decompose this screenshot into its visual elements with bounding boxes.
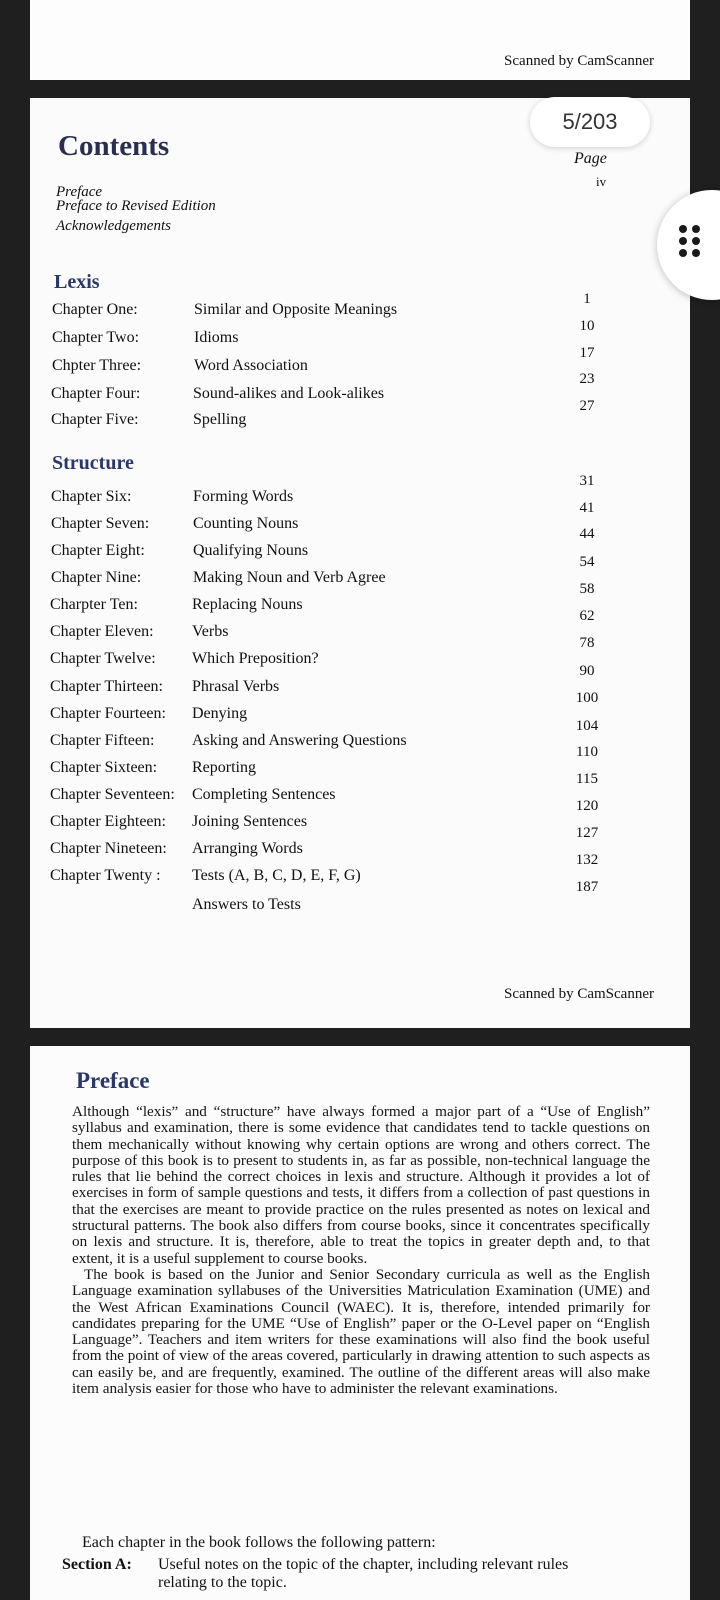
toc-page-number: 23	[579, 371, 595, 387]
toc-page-number: 62	[579, 608, 595, 624]
toc-page-number: 104	[575, 718, 599, 734]
toc-chapter-title: Which Preposition?	[192, 650, 319, 667]
toc-chapter-title: Qualifying Nouns	[193, 542, 309, 559]
toc-chapter-label: Chapter Five:	[51, 411, 139, 428]
toc-chapter-title: Replacing Nouns	[192, 596, 303, 613]
toc-page-number: 17	[579, 345, 595, 361]
toc-chapter-label: Chapter Two:	[52, 329, 140, 346]
toc-chapter-label: Chapter Nine:	[51, 569, 142, 586]
scanned-page-contents	[30, 98, 690, 1028]
page-indicator[interactable]: 5/203	[530, 97, 650, 147]
toc-chapter-label: Chapter Seven:	[51, 515, 150, 532]
toc-page-number: 127	[575, 825, 599, 841]
toc-page-number: 115	[576, 771, 598, 787]
toc-chapter-label: Chapter Twenty :	[50, 867, 161, 884]
toc-chapter-title: Asking and Answering Questions	[192, 732, 407, 749]
toc-chapter-label: Chapter Six:	[51, 488, 132, 505]
scanned-page-top	[30, 0, 690, 80]
toc-page-number: 78	[579, 635, 595, 651]
front-matter-revised-preface: Preface to Revised Edition	[56, 198, 216, 214]
toc-chapter-label: Chapter Nineteen:	[50, 840, 167, 857]
toc-chapter-title: Completing Sentences	[192, 786, 336, 803]
preface-paragraph: Although “lexis” and “structure” have always formed a major part of a “Use of English” syllabus and examination, there is some evidence that candidates tend to tackle questions on them mechanically without knowing why certain options are wrong and others correct. The purpose of this book is to present to students in, as far as possible, non-technical language the rules that lie behind the correct choices in lexis and structure. Although it provides a lot of exercises in form of sample questions and tests, it differs from a collection of past questions in that the exercises are meant to provide practice on the rules presented as notes on lexical and structural patterns. The book also differs from course books, since it concentrates specifically on lexis and structure. It is, therefore, able to treat the topics in greater depth and, to that extent, it is a useful supplement to course books.	[72, 1103, 650, 1267]
toc-page-number: 54	[579, 554, 595, 570]
toc-chapter-label: Chapter Fourteen:	[50, 705, 166, 722]
toc-chapter-label: Chapter One:	[52, 301, 138, 318]
toc-chapter-title: Making Noun and Verb Agree	[193, 569, 386, 586]
toc-page-number: 31	[579, 473, 595, 489]
toc-chapter-title: Tests (A, B, C, D, E, F, G)	[192, 867, 361, 884]
toc-page-number: 187	[575, 879, 599, 895]
section-a-label: Section A:	[62, 1556, 132, 1573]
toc-chapter-label: Chapter Fifteen:	[50, 732, 155, 749]
section-structure: Structure	[52, 452, 134, 474]
toc-chapter-title: Spelling	[193, 411, 247, 428]
preface-paragraph: The book is based on the Junior and Senior Secondary curricula as well as the English Language examination syllabuses of the Universities Matriculation Examination (UME) and the West African Examinations Council (WAEC). It is, therefore, intended primarily for candidates preparing for the UME “Use of English” paper or the O-Level paper on “English Language”. Teachers and item writers for these examinations will also find the book useful from the point of view of the areas covered, particularly in drawing attention to such aspects as can easily be, and are frequently, examined. The outline of the different areas will also make item analysis easier for those who have to administer the relevant examinations.	[72, 1265, 650, 1398]
toc-chapter-label: Chapter Seventeen:	[50, 786, 175, 803]
front-matter-page: iv	[596, 174, 607, 189]
toc-chapter-title: Forming Words	[193, 488, 294, 505]
toc-page-number: 100	[575, 690, 599, 706]
toc-page-number: 132	[575, 852, 599, 868]
contents-title: Contents	[58, 130, 170, 162]
page-column-label: Page	[574, 150, 607, 167]
toc-chapter-title: Reporting	[192, 759, 256, 776]
toc-page-number: 90	[579, 663, 595, 679]
toc-chapter-title: Phrasal Verbs	[192, 678, 280, 695]
toc-chapter-title: Word Association	[194, 357, 308, 374]
toc-chapter-label: Chapter Eight:	[51, 542, 145, 559]
toc-chapter-title: Denying	[192, 705, 248, 722]
toc-chapter-title: Answers to Tests	[192, 896, 301, 913]
toc-page-number: 10	[579, 318, 595, 334]
toc-chapter-label: Chpter Three:	[52, 357, 142, 374]
toc-page-number: 120	[575, 798, 599, 814]
toc-page-number: 41	[579, 500, 595, 516]
more-options-icon	[679, 225, 701, 257]
pattern-intro: Each chapter in the book follows the following pattern:	[82, 1534, 436, 1551]
section-a-text: Useful notes on the topic of the chapter, including relevant rules relating to the topic.	[158, 1556, 569, 1591]
toc-page-number: 44	[579, 526, 595, 542]
toc-chapter-title: Sound-alikes and Look-alikes	[193, 385, 385, 402]
section-lexis: Lexis	[54, 271, 100, 293]
scan-footer: Scanned by CamScanner	[504, 53, 654, 69]
scanned-page-preface	[30, 1046, 690, 1600]
toc-chapter-label: Chapter Sixteen:	[50, 759, 158, 776]
toc-chapter-label: Charpter Ten:	[50, 596, 138, 613]
toc-chapter-label: Chapter Eleven:	[50, 623, 154, 640]
scan-footer: Scanned by CamScanner	[504, 986, 654, 1002]
toc-chapter-title: Counting Nouns	[193, 515, 299, 532]
preface-body	[72, 1104, 650, 1397]
toc-page-number: 58	[579, 581, 595, 597]
front-matter-acknowledgements: Acknowledgements	[56, 218, 171, 234]
toc-page-number: 27	[579, 398, 595, 414]
toc-chapter-label: Chapter Eighteen:	[50, 813, 166, 830]
toc-page-number: 110	[576, 744, 598, 760]
toc-chapter-label: Chapter Four:	[51, 385, 141, 402]
toc-chapter-label: Chapter Twelve:	[50, 650, 156, 667]
preface-title: Preface	[76, 1068, 150, 1093]
toc-page-number: 1	[583, 291, 591, 307]
toc-chapter-title: Similar and Opposite Meanings	[194, 301, 398, 318]
front-matter-preface: Preface	[56, 184, 103, 200]
toc-chapter-title: Joining Sentences	[192, 813, 308, 830]
toc-chapter-label: Chapter Thirteen:	[50, 678, 163, 695]
toc-chapter-title: Verbs	[192, 623, 229, 640]
toc-chapter-title: Arranging Words	[192, 840, 303, 857]
toc-chapter-title: Idioms	[194, 329, 239, 346]
